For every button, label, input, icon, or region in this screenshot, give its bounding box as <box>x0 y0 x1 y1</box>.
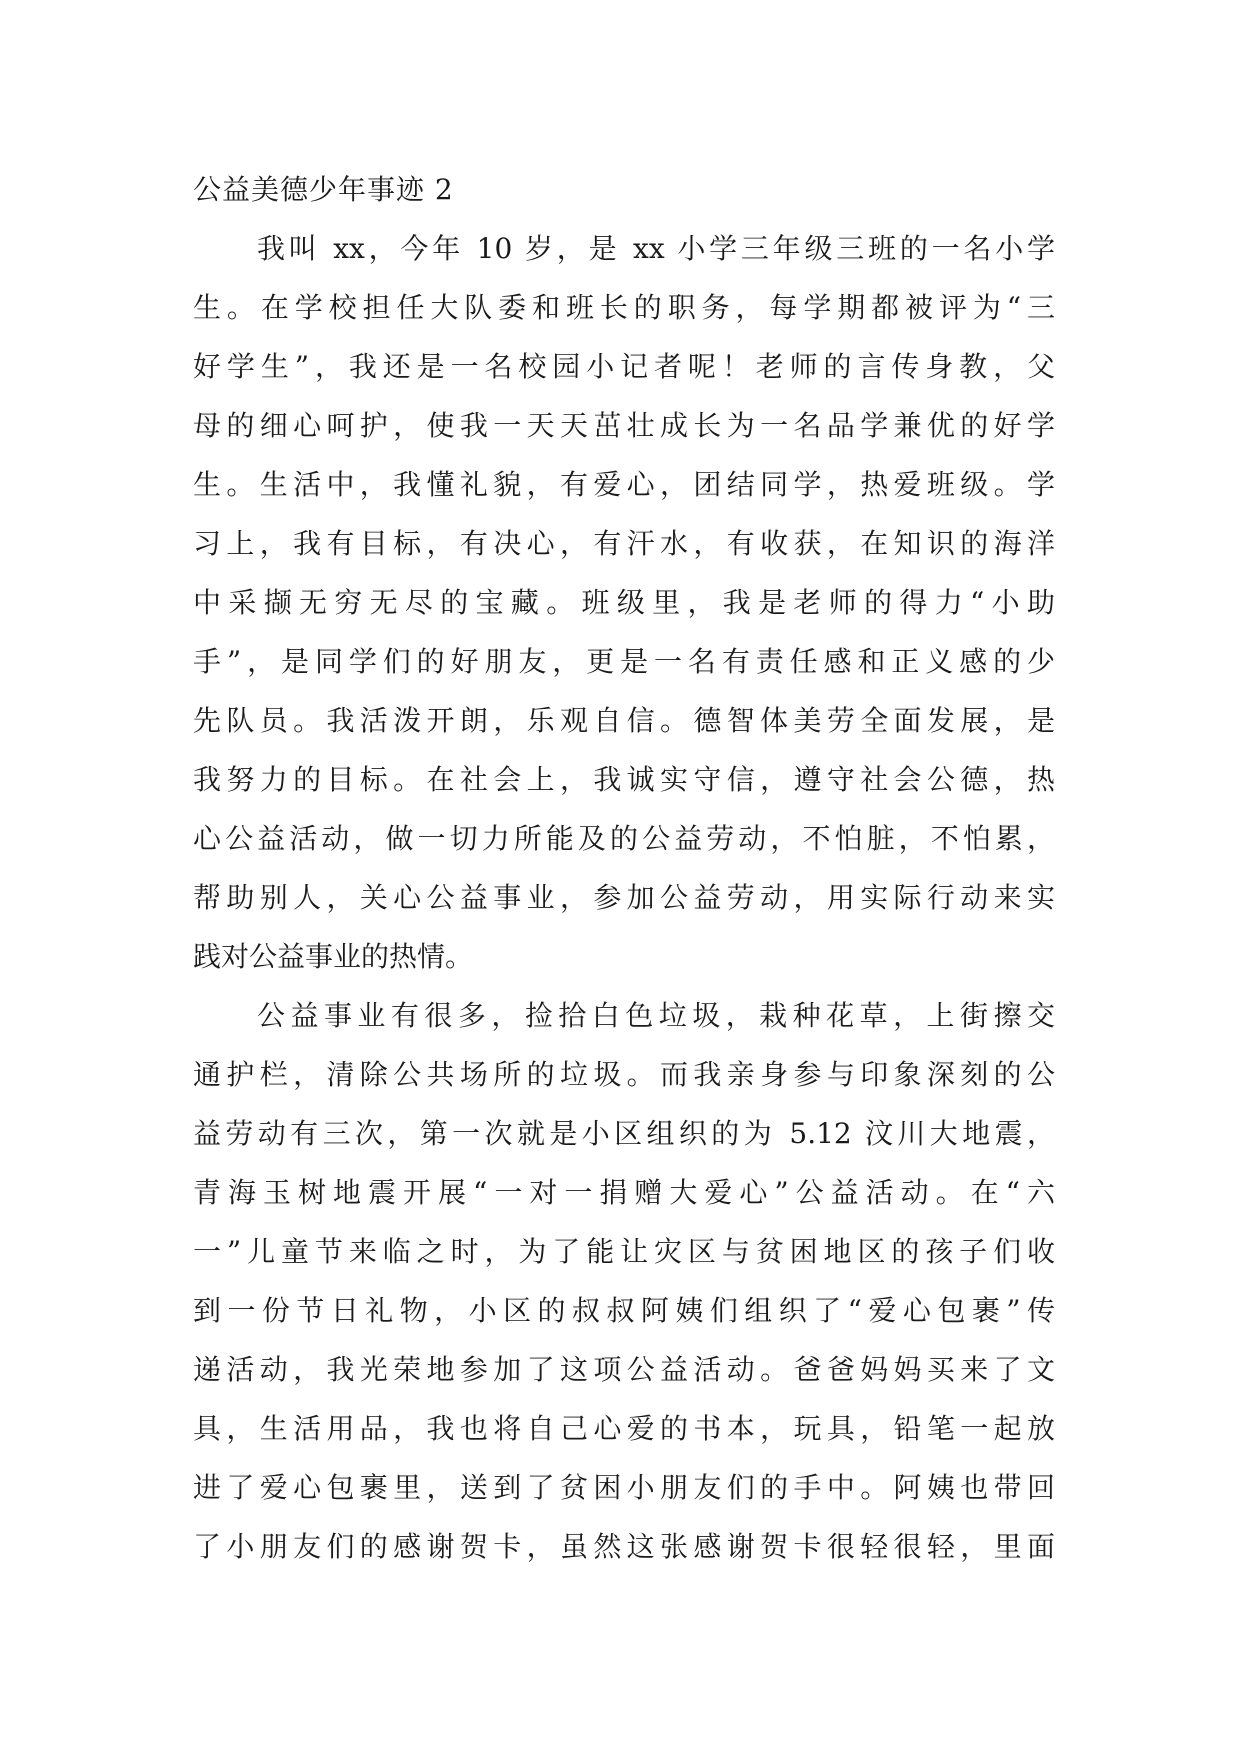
paragraph-line: 通护栏，清除公共场所的垃圾。而我亲身参与印象深刻的公 <box>193 1058 1055 1091</box>
paragraph-1 <box>193 219 1055 986</box>
paragraph-line: 一”儿童节来临之时，为了能让灾区与贫困地区的孩子们收 <box>193 1235 1055 1268</box>
paragraph-line: 生。在学校担任大队委和班长的职务，每学期都被评为“三 <box>193 291 1055 324</box>
paragraph-line: 践对公益事业的热情。 <box>193 940 474 973</box>
paragraph-line: 母的细心呵护，使我一天天茁壮成长为一名品学兼优的好学 <box>193 409 1055 442</box>
paragraph-line: 心公益活动，做一切力所能及的公益劳动，不怕脏，不怕累， <box>193 822 1055 855</box>
document-body <box>193 160 1055 1576</box>
paragraph-line: 到一份节日礼物，小区的叔叔阿姨们组织了“爱心包裹”传 <box>193 1294 1055 1327</box>
paragraph-line: 我努力的目标。在社会上，我诚实守信，遵守社会公德，热 <box>193 763 1055 796</box>
paragraph-line: 习上，我有目标，有决心，有汗水，有收获，在知识的海洋 <box>193 527 1055 560</box>
paragraph-line: 了小朋友们的感谢贺卡，虽然这张感谢贺卡很轻很轻，里面 <box>193 1530 1055 1563</box>
paragraph-line: 递活动，我光荣地参加了这项公益活动。爸爸妈妈买来了文 <box>193 1353 1055 1386</box>
paragraph-line: 帮助别人，关心公益事业，参加公益劳动，用实际行动来实 <box>193 881 1055 914</box>
paragraph-line: 先队员。我活泼开朗，乐观自信。德智体美劳全面发展，是 <box>193 704 1055 737</box>
paragraph-line: 好学生”，我还是一名校园小记者呢！老师的言传身教，父 <box>193 350 1055 383</box>
paragraph-line: 中采撷无穷无尽的宝藏。班级里，我是老师的得力“小助 <box>193 586 1055 619</box>
paragraph-2 <box>193 986 1055 1576</box>
paragraph-line: 益劳动有三次，第一次就是小区组织的为 5.12 汶川大地震， <box>193 1117 1055 1150</box>
paragraph-line: 进了爱心包裹里，送到了贫困小朋友们的手中。阿姨也带回 <box>193 1471 1055 1504</box>
paragraph-line: 手”，是同学们的好朋友，更是一名有责任感和正义感的少 <box>193 645 1055 678</box>
paragraph-line: 具，生活用品，我也将自己心爱的书本，玩具，铅笔一起放 <box>193 1412 1055 1445</box>
paragraph-line: 我叫 xx，今年 10 岁，是 xx 小学三年级三班的一名小学 <box>257 232 1055 265</box>
paragraph-line: 公益事业有很多，捡拾白色垃圾，栽种花草，上街擦交 <box>257 999 1055 1032</box>
paragraph-line: 青海玉树地震开展“一对一捐赠大爱心”公益活动。在“六 <box>193 1176 1055 1209</box>
document-title: 公益美德少年事迹 2 <box>193 173 454 206</box>
paragraph-line: 生。生活中，我懂礼貌，有爱心，团结同学，热爱班级。学 <box>193 468 1055 501</box>
